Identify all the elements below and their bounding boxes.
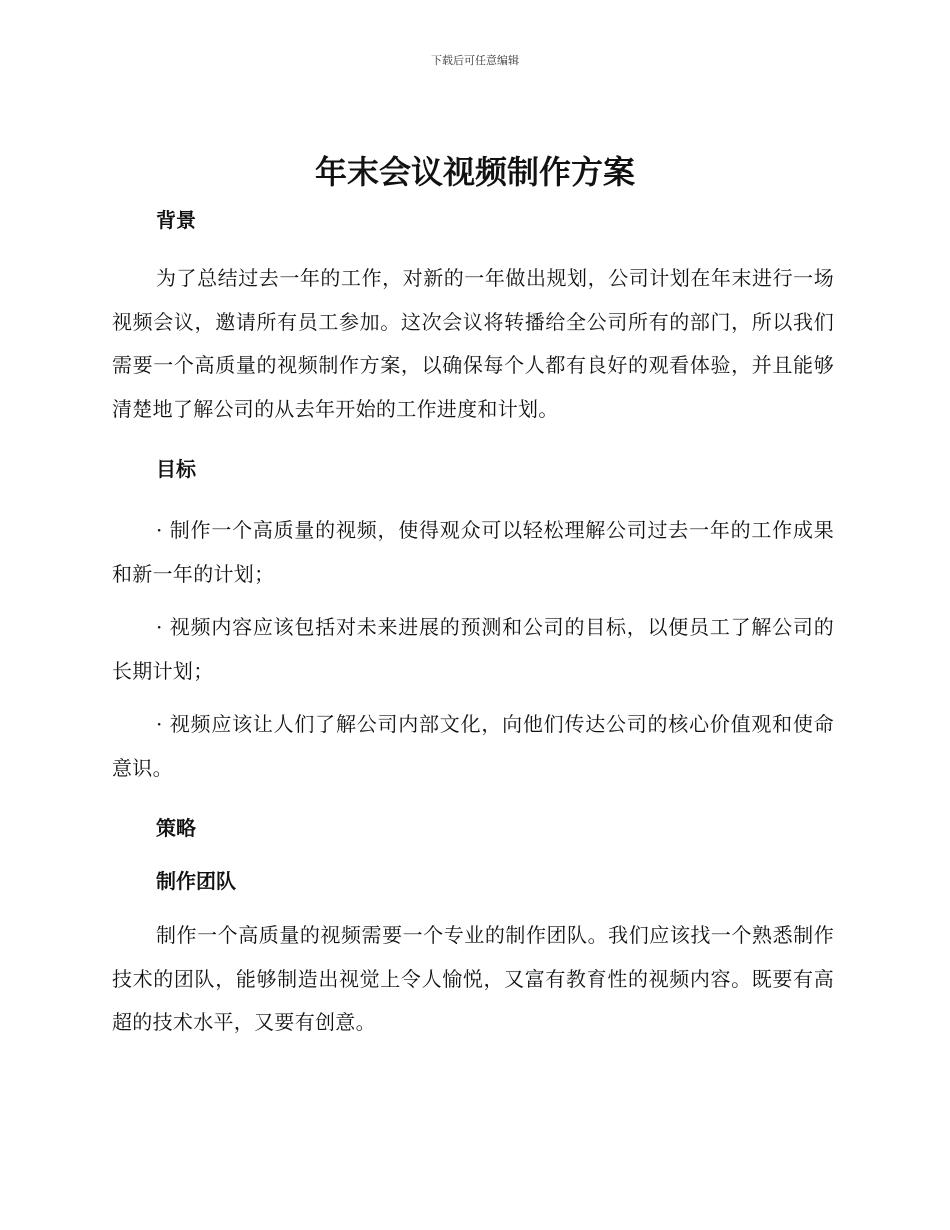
goal-item: · 制作一个高质量的视频，使得观众可以轻松理解公司过去一年的工作成果和新一年的计划； [112,518,834,586]
document-body [112,200,834,1045]
section-heading-background: 背景 [156,208,196,232]
section-heading-production-team: 制作团队 [156,869,236,893]
background-paragraph: 为了总结过去一年的工作，对新的一年做出规划，公司计划在年末进行一场视频会议，邀请所有员工参加。这次会议将转播给全公司所有的部门，所以我们需要一个高质量的视频制作方案，以确保每个人都有良好的观看体验，并且能够清楚地了解公司的从去年开始的工作进度和计划。 [112,266,834,421]
production-team-paragraph: 制作一个高质量的视频需要一个专业的制作团队。我们应该找一个熟悉制作技术的团队，能够制造出视觉上令人愉悦，又富有教育性的视频内容。既要有高超的技术水平，又要有创意。 [112,923,834,1034]
document-title: 年末会议视频制作方案 [314,153,635,191]
section-heading-goals: 目标 [156,457,196,481]
goal-item: · 视频应该让人们了解公司内部文化，向他们传达公司的核心价值观和使命意识。 [112,712,834,780]
section-heading-strategy: 策略 [156,816,196,840]
page-header-note: 下载后可任意编辑 [431,54,519,67]
goal-item: · 视频内容应该包括对未来进展的预测和公司的目标，以便员工了解公司的长期计划； [112,615,834,683]
